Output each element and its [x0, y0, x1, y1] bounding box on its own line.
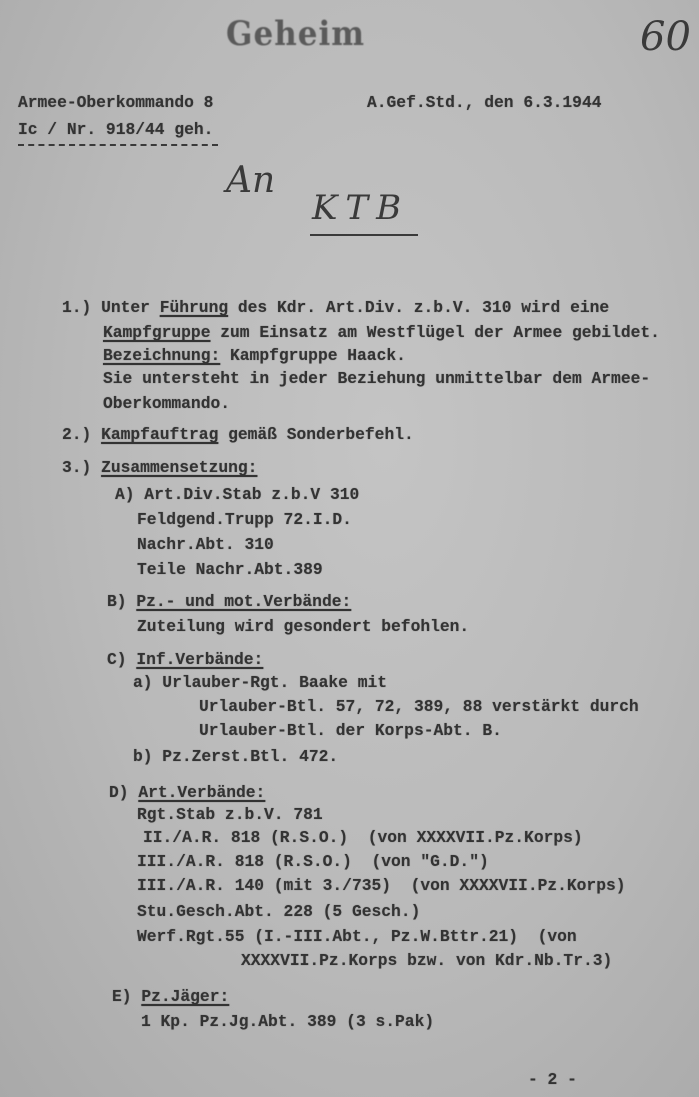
text-line — [103, 370, 650, 388]
page-number-handwritten: 60 — [640, 14, 691, 60]
geheim-stamp: Geheim — [226, 14, 366, 54]
text-line — [103, 395, 230, 413]
text-segment: Urlauber-Btl. der Korps-Abt. B. — [199, 721, 502, 740]
text-line — [137, 853, 489, 871]
underlined-heading: Inf.Verbände: — [136, 650, 264, 669]
text-segment: Sie untersteht in jeder Beziehung unmittelbar dem Armee- — [103, 369, 651, 388]
underlined-heading: Pz.- und mot.Verbände: — [136, 592, 352, 611]
text-line — [137, 561, 323, 579]
place-date — [367, 94, 602, 112]
underlined-heading: Führung — [159, 298, 229, 317]
text-segment: Nachr.Abt. 310 — [137, 535, 274, 554]
underlined-heading: Bezeichnung: — [103, 346, 221, 365]
text-segment: Rgt.Stab z.b.V. 781 — [137, 805, 323, 824]
text-segment: 3.) — [62, 458, 102, 477]
text-line — [109, 784, 265, 802]
text-line — [115, 486, 359, 504]
text-line — [137, 618, 469, 636]
text-segment: Kampfgruppe Haack. — [220, 346, 406, 365]
reference-number — [18, 121, 213, 139]
text-line — [199, 698, 639, 716]
text-segment: 1 Kp. Pz.Jg.Abt. 389 (3 s.Pak) — [141, 1012, 435, 1031]
text-line — [137, 511, 352, 529]
text-segment: E) — [112, 987, 142, 1006]
text-segment: III./A.R. 818 (R.S.O.) (von "G.D.") — [137, 852, 489, 871]
text-segment: Stu.Gesch.Abt. 228 (5 Gesch.) — [137, 902, 421, 921]
sender-unit — [18, 94, 213, 112]
text-segment: 2.) — [62, 425, 102, 444]
text-segment: Urlauber-Btl. 57, 72, 389, 88 verstärkt durch — [199, 697, 639, 716]
underlined-heading: Kampfauftrag — [101, 425, 219, 444]
page-footer — [528, 1071, 577, 1089]
text-segment: III./A.R. 140 (mit 3./735) (von XXXXVII.Pz.Korps) — [137, 876, 626, 895]
underlined-heading: Zusammensetzung: — [101, 458, 258, 477]
underlined-heading: Kampfgruppe — [103, 323, 211, 342]
text-line — [133, 748, 338, 766]
text-line — [137, 806, 323, 824]
handwritten-ktb: KTB — [312, 188, 410, 228]
text-line — [141, 1013, 434, 1031]
text-segment: A.Gef.Std., den 6.3.1944 — [367, 93, 602, 112]
text-line — [103, 324, 660, 342]
text-line — [143, 829, 583, 847]
text-line — [107, 651, 263, 669]
text-segment: a) Urlauber-Rgt. Baake mit — [133, 673, 388, 692]
text-segment: b) Pz.Zerst.Btl. 472. — [133, 747, 339, 766]
text-segment: Teile Nachr.Abt.389 — [137, 560, 323, 579]
text-segment: Oberkommando. — [103, 394, 231, 413]
text-segment: II./A.R. 818 (R.S.O.) (von XXXXVII.Pz.Korps) — [143, 828, 583, 847]
text-line — [241, 952, 612, 970]
text-line — [103, 347, 406, 365]
text-segment: D) — [109, 783, 139, 802]
text-segment: Feldgend.Trupp 72.I.D. — [137, 510, 352, 529]
text-line — [137, 536, 274, 554]
text-line — [137, 903, 420, 921]
text-segment: Armee-Oberkommando 8 — [18, 93, 214, 112]
text-line — [62, 459, 257, 477]
text-segment: A) Art.Div.Stab z.b.V 310 — [115, 485, 360, 504]
text-line — [62, 299, 609, 317]
text-segment: zum Einsatz am Westflügel der Armee gebildet. — [210, 323, 660, 342]
text-line — [107, 593, 351, 611]
text-segment: des Kdr. Art.Div. z.b.V. 310 wird eine — [228, 298, 610, 317]
text-segment: XXXXVII.Pz.Korps bzw. von Kdr.Nb.Tr.3) — [241, 951, 613, 970]
ktb-underline — [310, 234, 418, 236]
text-segment: B) — [107, 592, 137, 611]
handwritten-an: An — [226, 160, 276, 201]
text-segment: Ic / Nr. 918/44 geh. — [18, 120, 214, 139]
text-line — [62, 426, 414, 444]
text-line — [112, 988, 229, 1006]
underlined-heading: Art.Verbände: — [138, 783, 266, 802]
text-line — [137, 928, 577, 946]
text-line — [137, 877, 626, 895]
text-segment: gemäß Sonderbefehl. — [218, 425, 414, 444]
text-segment: 1.) Unter — [62, 298, 160, 317]
text-segment: C) — [107, 650, 137, 669]
text-line — [133, 674, 387, 692]
text-segment: Zuteilung wird gesondert befohlen. — [137, 617, 470, 636]
reference-dashed-underline — [18, 144, 218, 146]
text-segment: Werf.Rgt.55 (I.-III.Abt., Pz.W.Bttr.21) (von — [137, 927, 577, 946]
underlined-heading: Pz.Jäger: — [141, 987, 230, 1006]
text-line — [199, 722, 502, 740]
text-segment: - 2 - — [528, 1070, 577, 1089]
